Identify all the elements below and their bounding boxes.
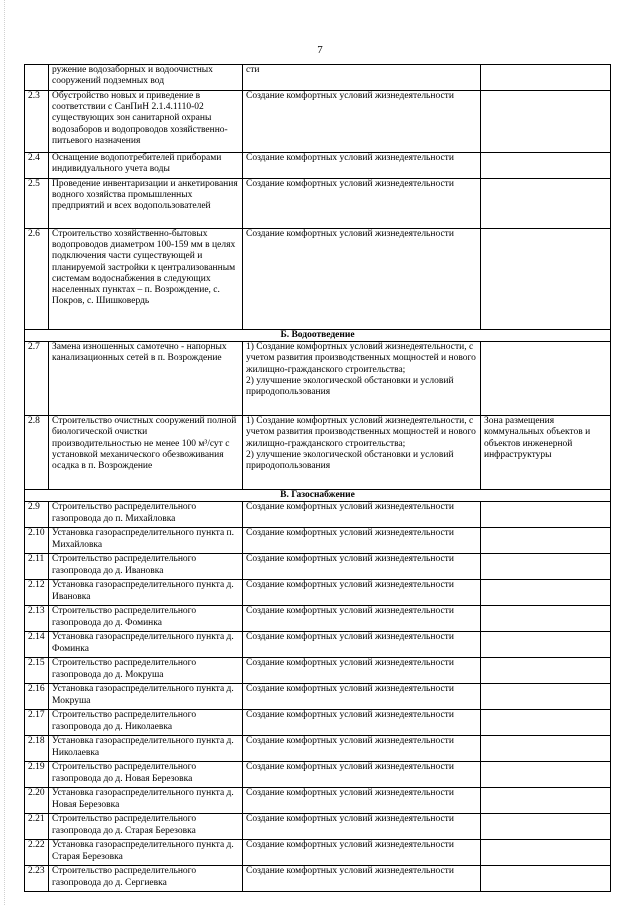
- measure-purpose: Создание комфортных условий жизнедеятельности: [243, 554, 481, 580]
- measure-zone: [481, 179, 611, 229]
- measure-zone: [481, 788, 611, 814]
- measure-zone: [481, 736, 611, 762]
- row-number: 2.14: [25, 632, 49, 658]
- row-number: 2.7: [25, 342, 49, 416]
- row-number: 2.19: [25, 762, 49, 788]
- measure-name: Оснащение водопотребителей приборами индивидуального учета воды: [49, 153, 243, 179]
- measure-name: Строительство распределительного газопровода до д. Старая Березовка: [49, 814, 243, 840]
- measure-name: Строительство очистных сооружений полной биологической очистки производительностью не менее 100 м³/сут с установкой механического обезвоживания осадка в п. Возрождение: [49, 416, 243, 490]
- measure-name: Замена изношенных самотечно - напорных канализационных сетей в п. Возрождение: [49, 342, 243, 416]
- row-number: 2.4: [25, 153, 49, 179]
- measure-purpose: Создание комфортных условий жизнедеятельности: [243, 179, 481, 229]
- measure-zone: [481, 840, 611, 866]
- measure-zone: [481, 229, 611, 330]
- table-row: [25, 153, 611, 179]
- table-row: [25, 65, 611, 91]
- measure-zone: [481, 710, 611, 736]
- measure-name: Установка газораспределительного пункта д. Николаевка: [49, 736, 243, 762]
- measure-zone: [481, 762, 611, 788]
- table-row: [25, 91, 611, 153]
- measure-name: Установка газораспределительного пункта д. Мокруша: [49, 684, 243, 710]
- measure-purpose: Создание комфортных условий жизнедеятельности: [243, 502, 481, 528]
- measure-name: Строительство распределительного газопровода до д. Мокруша: [49, 658, 243, 684]
- row-number: 2.18: [25, 736, 49, 762]
- measure-name: Установка газораспределительного пункта д. Старая Березовка: [49, 840, 243, 866]
- row-number: 2.8: [25, 416, 49, 490]
- row-number: 2.21: [25, 814, 49, 840]
- measure-purpose: Создание комфортных условий жизнедеятельности: [243, 684, 481, 710]
- row-number: 2.10: [25, 528, 49, 554]
- measure-zone: [481, 658, 611, 684]
- measure-name: Строительство распределительного газопровода до д. Новая Березовка: [49, 762, 243, 788]
- measure-zone: [481, 91, 611, 153]
- table-row: [25, 606, 611, 632]
- table-row: [25, 580, 611, 606]
- table-row: [25, 416, 611, 490]
- measure-zone: [481, 502, 611, 528]
- measure-purpose: Создание комфортных условий жизнедеятельности: [243, 580, 481, 606]
- measure-purpose: Создание комфортных условий жизнедеятельности: [243, 229, 481, 330]
- measure-purpose: сти: [243, 65, 481, 91]
- measure-purpose: 1) Создание комфортных условий жизнедеятельности, с учетом развития производственных мощностей и нового жилищно-гражданского строительства; 2) улучшение экологической обстановки и условий природопользования: [243, 342, 481, 416]
- section-title: Б. Водоотведение: [25, 330, 611, 342]
- measure-purpose: Создание комфортных условий жизнедеятельности: [243, 840, 481, 866]
- measure-name: Проведение инвентаризации и анкетирования водного хозяйства промышленных предприятий и всех водопользователей: [49, 179, 243, 229]
- measure-name: Установка газораспределительного пункта д. Ивановка: [49, 580, 243, 606]
- measures-table-body: [25, 65, 611, 892]
- measure-name: ружение водозаборных и водоочистных сооружений подземных вод: [49, 65, 243, 91]
- measure-zone: [481, 684, 611, 710]
- measure-zone: [481, 342, 611, 416]
- row-number: 2.3: [25, 91, 49, 153]
- table-row: [25, 684, 611, 710]
- row-number: 2.9: [25, 502, 49, 528]
- row-number: 2.13: [25, 606, 49, 632]
- measure-name: Обустройство новых и приведение в соответствии с СанПиН 2.1.4.1110-02 существующих зон санитарной охраны водозаборов и водопроводов хозяйственно-питьевого назначения: [49, 91, 243, 153]
- table-row: [25, 179, 611, 229]
- measure-purpose: Создание комфортных условий жизнедеятельности: [243, 866, 481, 892]
- table-row: [25, 502, 611, 528]
- measure-zone: [481, 632, 611, 658]
- measure-purpose: Создание комфортных условий жизнедеятельности: [243, 710, 481, 736]
- row-number: 2.5: [25, 179, 49, 229]
- table-row: [25, 342, 611, 416]
- section-row: [25, 330, 611, 342]
- measure-zone: [481, 866, 611, 892]
- measure-purpose: Создание комфортных условий жизнедеятельности: [243, 762, 481, 788]
- measure-zone: [481, 580, 611, 606]
- measure-name: Установка газораспределительного пункта д. Фоминка: [49, 632, 243, 658]
- measure-zone: [481, 554, 611, 580]
- table-row: [25, 762, 611, 788]
- row-number: 2.16: [25, 684, 49, 710]
- row-number: 2.22: [25, 840, 49, 866]
- measure-purpose: Создание комфортных условий жизнедеятельности: [243, 91, 481, 153]
- row-number: [25, 65, 49, 91]
- table-row: [25, 866, 611, 892]
- measure-name: Установка газораспределительного пункта д. Новая Березовка: [49, 788, 243, 814]
- measure-zone: [481, 606, 611, 632]
- table-row: [25, 840, 611, 866]
- measure-zone: [481, 65, 611, 91]
- row-number: 2.15: [25, 658, 49, 684]
- table-row: [25, 658, 611, 684]
- page-number: 7: [317, 44, 323, 56]
- measure-name: Строительство распределительного газопровода до д. Ивановка: [49, 554, 243, 580]
- measure-purpose: Создание комфортных условий жизнедеятельности: [243, 528, 481, 554]
- measure-name: Строительство распределительного газопровода до п. Михайловка: [49, 502, 243, 528]
- row-number: 2.6: [25, 229, 49, 330]
- measure-purpose: Создание комфортных условий жизнедеятельности: [243, 606, 481, 632]
- measure-zone: Зона размещения коммунальных объектов и объектов инженерной инфраструктуры: [481, 416, 611, 490]
- row-number: 2.20: [25, 788, 49, 814]
- measure-purpose: Создание комфортных условий жизнедеятельности: [243, 632, 481, 658]
- row-number: 2.11: [25, 554, 49, 580]
- measure-purpose: Создание комфортных условий жизнедеятельности: [243, 736, 481, 762]
- row-number: 2.17: [25, 710, 49, 736]
- measure-purpose: 1) Создание комфортных условий жизнедеятельности, с учетом развития производственных мощностей и нового жилищно-гражданского строительства; 2) улучшение экологической обстановки и условий природопользования: [243, 416, 481, 490]
- table-row: [25, 528, 611, 554]
- measure-purpose: Создание комфортных условий жизнедеятельности: [243, 814, 481, 840]
- measure-zone: [481, 153, 611, 179]
- section-row: [25, 490, 611, 502]
- measure-purpose: Создание комфортных условий жизнедеятельности: [243, 658, 481, 684]
- table-row: [25, 632, 611, 658]
- table-row: [25, 554, 611, 580]
- table-row: [25, 736, 611, 762]
- table-row: [25, 229, 611, 330]
- table-row: [25, 710, 611, 736]
- measure-name: Строительство распределительного газопровода до д. Фоминка: [49, 606, 243, 632]
- scan-margin-line: [4, 0, 6, 905]
- row-number: 2.12: [25, 580, 49, 606]
- measure-zone: [481, 528, 611, 554]
- measure-name: Строительство распределительного газопровода до д. Николаевка: [49, 710, 243, 736]
- row-number: 2.23: [25, 866, 49, 892]
- measure-name: Установка газораспределительного пункта п. Михайловка: [49, 528, 243, 554]
- measure-name: Строительство хозяйственно-бытовых водопроводов диаметром 100-159 мм в целях подключения части существующей и планируемой застройки к централизованным системам водоснабжения в следующих населенных пунктах – п. Возрождение, с. Покров, с. Шишковердь: [49, 229, 243, 330]
- table-row: [25, 814, 611, 840]
- measure-name: Строительство распределительного газопровода до д. Сергиевка: [49, 866, 243, 892]
- measure-purpose: Создание комфортных условий жизнедеятельности: [243, 788, 481, 814]
- measures-table: [24, 64, 611, 892]
- table-row: [25, 788, 611, 814]
- section-title: В. Газоснабжение: [25, 490, 611, 502]
- measure-purpose: Создание комфортных условий жизнедеятельности: [243, 153, 481, 179]
- measure-zone: [481, 814, 611, 840]
